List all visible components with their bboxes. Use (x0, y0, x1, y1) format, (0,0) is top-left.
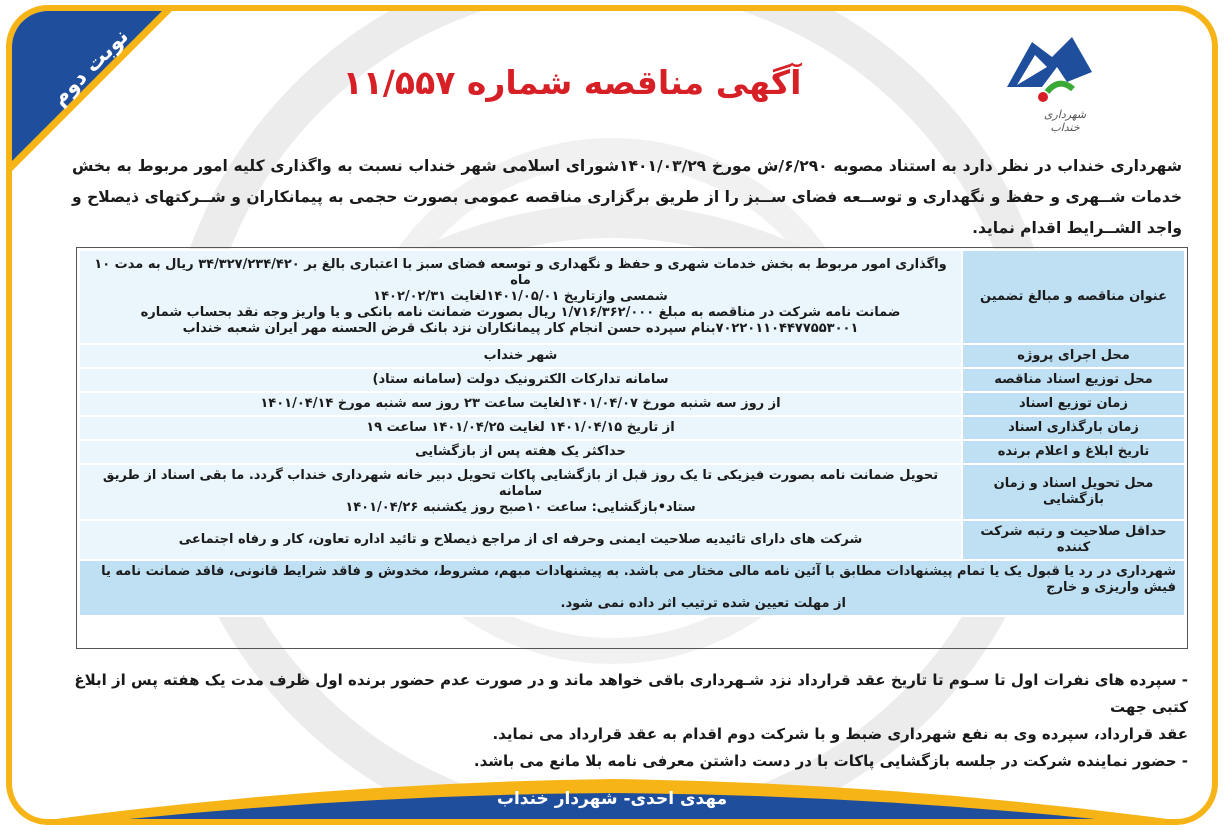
table-row (79, 368, 1185, 392)
row-value-line: واگذاری امور مربوط به بخش خدمات شهری و حفظ و نگهداری و توسعه فضای سبز با اعتباری بالغ بر ۳۴/۳۲۷/۲۳۴/۴۲۰ ریال به مدت ۱۰ ماه (94, 257, 947, 288)
table-row (79, 440, 1185, 464)
notice-title: آگهی مناقصه شماره ۱۱/۵۵۷ (342, 63, 802, 102)
table-row (79, 344, 1185, 368)
badge-label: نوبت دوم (46, 23, 134, 111)
table-row (79, 520, 1185, 560)
row-value (79, 250, 962, 344)
table-row (79, 250, 1185, 344)
row-value (79, 368, 962, 392)
footer-note-line: شهرداری در رد یا قبول یک یا تمام پیشنهادات مطابق با آئین نامه مالی مختار می باشد. به پیشنهادات مبهم، مشروط، مخدوش و فاقد شرایط قانونی، فاقد ضمانت نامه یا فیش واریزی و خارج (101, 564, 1176, 595)
row-label: حداقل صلاحیت و رتبه شرکت کننده (962, 520, 1185, 560)
footer-note-line: از مهلت تعیین شده ترتیب اثر داده نمی شود. (560, 596, 846, 611)
row-value (79, 440, 962, 464)
row-value-line: ۷۰۲۲۰۱۱۰۴۴۷۷۵۵۳۰۰۱بنام سپرده حسن انجام کار پیمانکاران نزد بانک قرض الحسنه مهر ایران شعبه خنداب (182, 321, 859, 336)
row-label: عنوان مناقصه و مبالغ تضمین (962, 250, 1185, 344)
row-value (79, 344, 962, 368)
row-value-line: ستاد•بازگشایی: ساعت ۱۰صبح روز یکشنبه ۱۴۰۱/۰۴/۲۶ (345, 500, 696, 515)
row-value-line: از روز سه شنبه مورخ ۱۴۰۱/۰۴/۰۷لغایت ساعت ۲۳ روز سه شنبه مورخ ۱۴۰۱/۰۴/۱۴ (260, 396, 781, 411)
notice-frame (6, 5, 1218, 825)
info-table (78, 249, 1186, 617)
logo-caption: شهرداری خنداب (1043, 108, 1087, 134)
row-label: زمان توزیع اسناد (962, 392, 1185, 416)
table-footer-row (79, 560, 1185, 616)
row-label: محل اجرای پروژه (962, 344, 1185, 368)
row-value-line: شرکت های دارای تائیدیه صلاحیت ایمنی وحرفه ای از مراجع ذیصلاح و تائید اداره تعاون، کار و رفاه اجتماعی (178, 532, 863, 547)
table-row (79, 392, 1185, 416)
row-value-line: حداکثر یک هفته پس از بازگشایی (415, 444, 626, 459)
signature: مهدی احدی- شهردار خنداب (496, 789, 728, 809)
row-value-line: ضمانت نامه شرکت در مناقصه به مبلغ ۱/۷۱۶/۳۶۲/۰۰۰ ریال بصورت ضمانت نامه بانکی و یا واریز وجه نقد بحساب شماره (140, 305, 901, 320)
note-line: - سپرده های نفرات اول تا سـوم تا تاریخ عقد قرارداد نزد شـهرداری باقی خواهد ماند و در صورت عدم حضور برنده اول ظرف مدت یک هفته پس از ابلاغ کتبی جهت (74, 671, 1188, 716)
row-label: محل تحویل اسناد و زمان بازگشایی (962, 464, 1185, 520)
row-value-line: تحویل ضمانت نامه بصورت فیزیکی تا یک روز قبل از بازگشایی پاکات تحویل دبیر خانه شهرداری خنداب گردد. ما بقی اسناد از طریق سامانه (102, 468, 939, 499)
row-label: تاریخ ابلاغ و اعلام برنده (962, 440, 1185, 464)
note-line: - حضور نماینده شرکت در جلسه بازگشایی پاکات با در دست داشتن معرفی نامه بلا مانع می باشد. (473, 752, 1188, 770)
row-value-line: شمسی وازتاریخ ۱۴۰۱/۰۵/۰۱لغایت ۱۴۰۲/۰۲/۳۱ (373, 289, 668, 304)
row-value (79, 464, 962, 520)
note-line: عقد قرارداد، سپرده وی به نفع شهرداری ضبط و با شرکت دوم اقدام به عقد قرارداد می نماید. (492, 725, 1188, 743)
row-value (79, 520, 962, 560)
row-value-line: سامانه تدارکات الکترونیک دولت (سامانه ستاد) (372, 372, 669, 387)
row-value-line: شهر خنداب (483, 348, 558, 363)
notes-section (62, 667, 1188, 775)
row-value (79, 392, 962, 416)
table-footer-note (79, 560, 1185, 616)
table-row (79, 416, 1185, 440)
row-value-line: از تاریخ ۱۴۰۱/۰۴/۱۵ لغایت ۱۴۰۱/۰۴/۲۵ ساعت ۱۹ (366, 420, 675, 435)
row-label: زمان بارگذاری اسناد (962, 416, 1185, 440)
row-value (79, 416, 962, 440)
intro-paragraph: شهرداری خنداب در نظر دارد به استناد مصوبه ۶/۲۹۰/ش مورخ ۱۴۰۱/۰۳/۲۹شورای اسلامی شهر خنداب نسبت به واگذاری کلیه امور مربوط به بخش خدمات شــهری و حفظ و نگهداری و توســعه فضای ســبز را از طریق برگزاری مناقصه عمومی بصورت حجمی به پیمانکاران و شــرکتهای ذیصلاح و واجد الشــرایط اقدام نماید. (72, 157, 1182, 237)
row-label: محل توزیع اسناد مناقصه (962, 368, 1185, 392)
table-row (79, 464, 1185, 520)
